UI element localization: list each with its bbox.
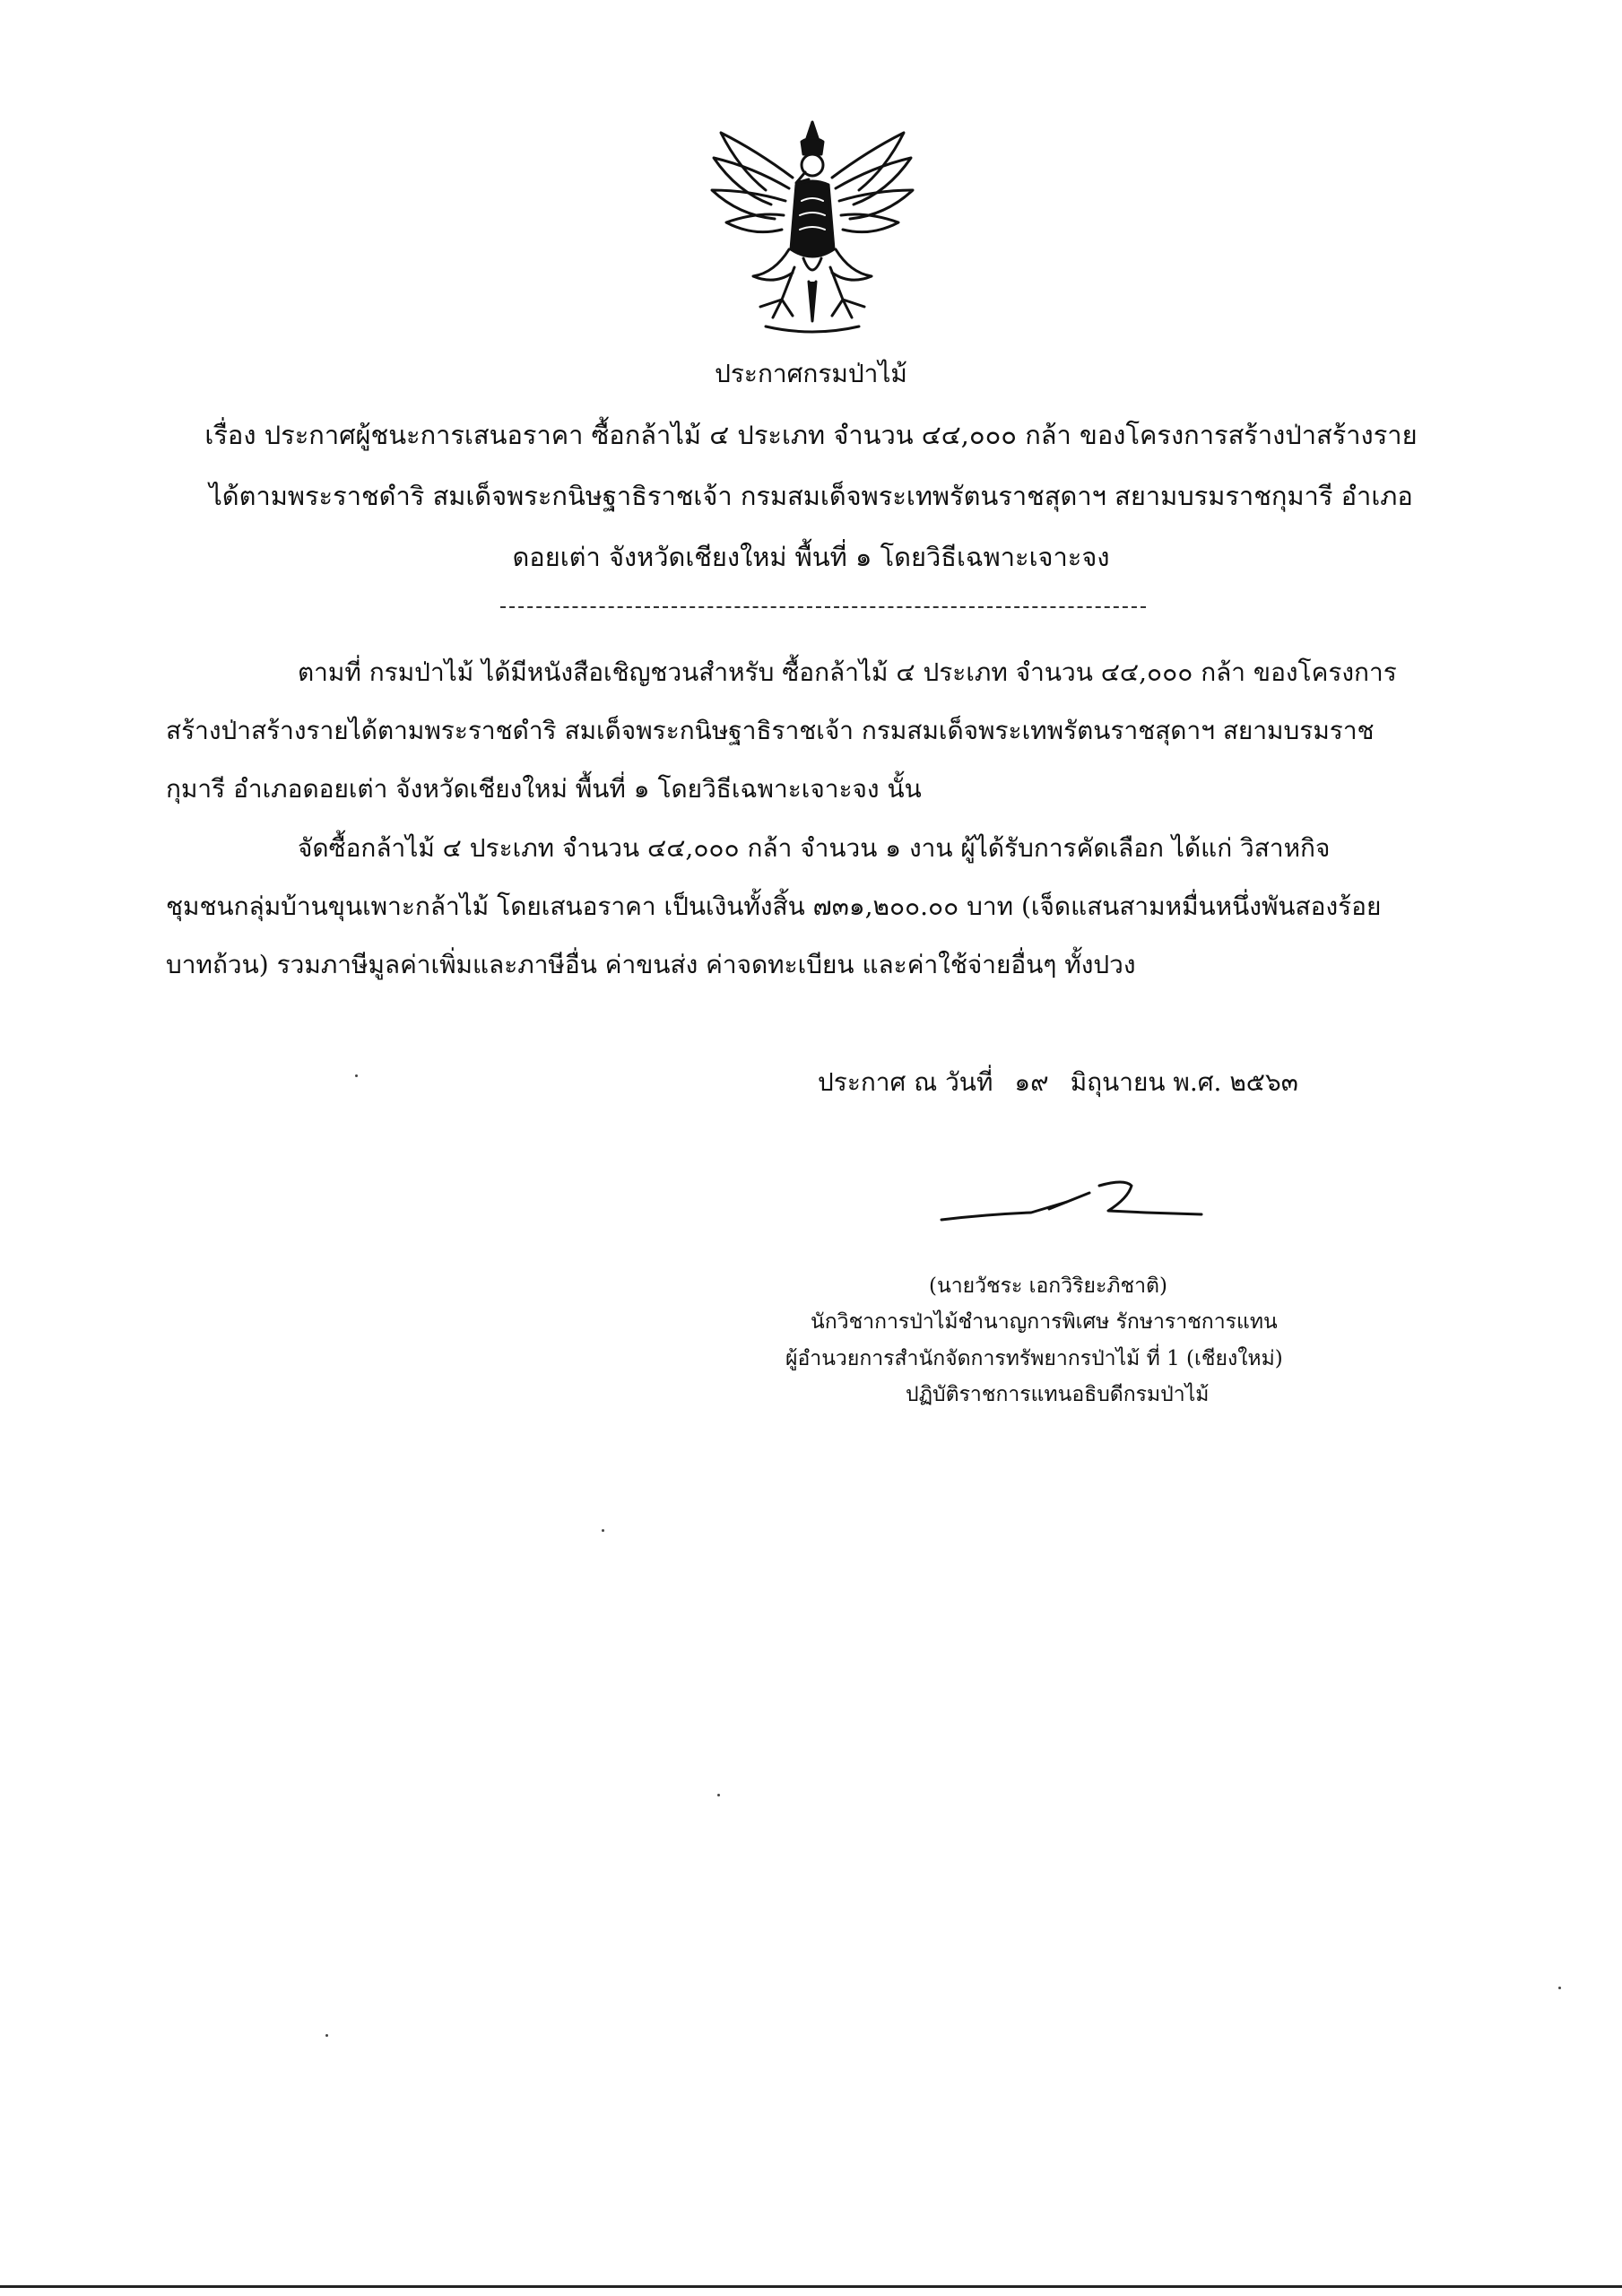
date-prefix: ประกาศ ณ วันที่ bbox=[818, 1067, 993, 1097]
subject-line: เรื่อง ประกาศผู้ชนะการเสนอราคา ซื้อกล้าไม้ ๔ ประเภท จำนวน ๔๔,๐๐๐ กล้า ของโครงการสร้างป่าสร้างราย bbox=[204, 420, 1418, 450]
signatory-position: ปฏิบัติราชการแทนอธิบดีกรมป่าไม้ bbox=[906, 1383, 1210, 1406]
announcement-date bbox=[818, 1063, 1298, 1102]
date-month-year: มิถุนายน พ.ศ. ๒๕๖๓ bbox=[1070, 1067, 1298, 1097]
paragraph-2-line: จัดซื้อกล้าไม้ ๔ ประเภท จำนวน ๔๔,๐๐๐ กล้า จำนวน ๑ งาน ผู้ได้รับการคัดเลือก ได้แก่ วิสาหกิจ bbox=[298, 833, 1331, 863]
garuda-emblem-icon bbox=[703, 115, 922, 339]
paragraph-1-line: สร้างป่าสร้างรายได้ตามพระราชดำริ สมเด็จพระกนิษฐาธิราชเจ้า กรมสมเด็จพระเทพรัตนราชสุดาฯ สยามบรมราช bbox=[166, 716, 1375, 745]
paragraph-2-line: บาทถ้วน) รวมภาษีมูลค่าเพิ่มและภาษีอื่น ค่าขนส่ง ค่าจดทะเบียน และค่าใช้จ่ายอื่นๆ ทั้งปวง bbox=[166, 950, 1136, 979]
subject-line: ได้ตามพระราชดำริ สมเด็จพระกนิษฐาธิราชเจ้า กรมสมเด็จพระเทพรัตนราชสุดาฯ สยามบรมราชกุมารี อำเภอ bbox=[209, 481, 1413, 511]
subject-line: ดอยเต่า จังหวัดเชียงใหม่ พื้นที่ ๑ โดยวิธีเฉพาะเจาะจง bbox=[512, 542, 1110, 572]
divider bbox=[500, 606, 1146, 608]
scan-speck bbox=[602, 1529, 604, 1532]
signatory-name: (นายวัชระ เอกวิริยะภิชาติ) bbox=[929, 1274, 1167, 1298]
scan-speck bbox=[1558, 1987, 1561, 1989]
scan-speck bbox=[325, 2034, 328, 2037]
scan-speck bbox=[355, 1074, 358, 1077]
signatory-position: นักวิชาการป่าไม้ชำนาญการพิเศษ รักษาราชการแทน bbox=[811, 1310, 1278, 1334]
paragraph-1-line: กุมารี อำเภอดอยเต่า จังหวัดเชียงใหม่ พื้นที่ ๑ โดยวิธีเฉพาะเจาะจง นั้น bbox=[166, 774, 922, 804]
scan-edge bbox=[0, 2285, 1622, 2288]
date-day: ๑๙ bbox=[1014, 1067, 1049, 1097]
handwritten-signature bbox=[932, 1166, 1219, 1238]
signatory-position: ผู้อำนวยการสำนักจัดการทรัพยากรป่าไม้ ที่ 1 (เชียงใหม่) bbox=[785, 1347, 1283, 1370]
paragraph-2-line: ชุมชนกลุ่มบ้านขุนเพาะกล้าไม้ โดยเสนอราคา เป็นเงินทั้งสิ้น ๗๓๑,๒๐๐.๐๐ บาท (เจ็ดแสนสามหมื่นหนึ่งพันสองร้อย bbox=[166, 891, 1382, 921]
scan-speck bbox=[717, 1794, 720, 1796]
paragraph-1-line: ตามที่ กรมป่าไม้ ได้มีหนังสือเชิญชวนสำหรับ ซื้อกล้าไม้ ๔ ประเภท จำนวน ๔๔,๐๐๐ กล้า ของโครงการ bbox=[298, 657, 1397, 687]
document-title: ประกาศกรมป่าไม้ bbox=[715, 359, 907, 388]
